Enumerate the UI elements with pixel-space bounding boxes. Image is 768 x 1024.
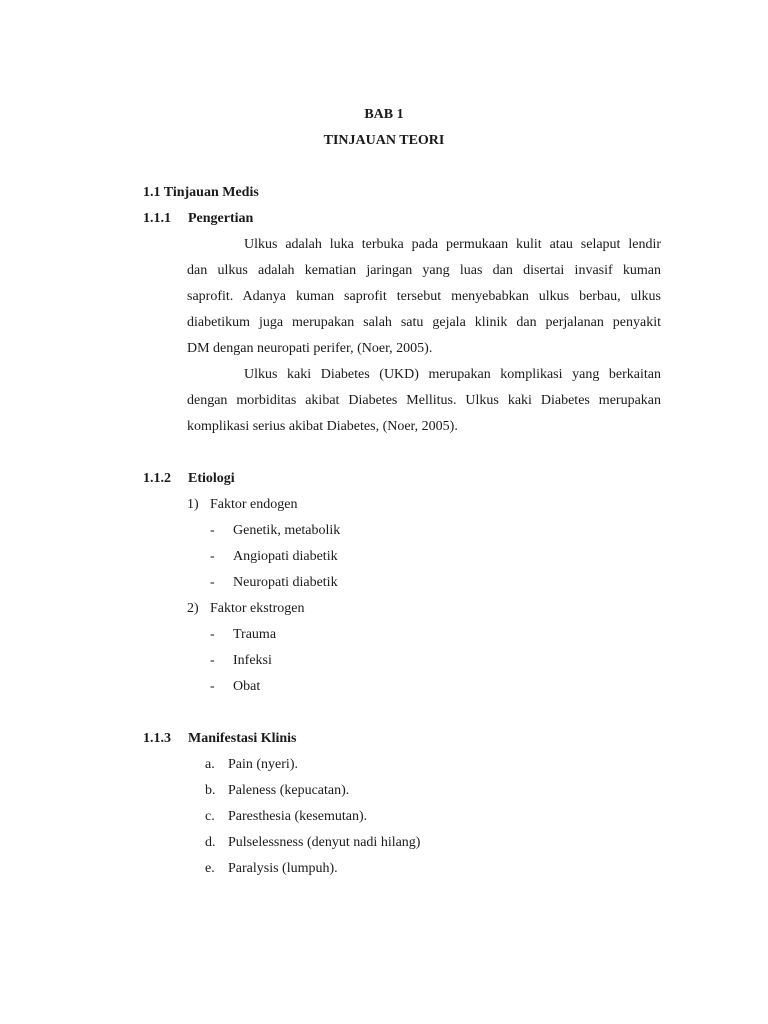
list-item <box>187 601 304 617</box>
list-item-text: Genetik, metabolik <box>233 523 341 538</box>
paragraph-line: dengan morbiditas akibat Diabetes Mellitus. Ulkus kaki Diabetes merupakan <box>187 393 661 408</box>
dash-marker: - <box>210 575 215 590</box>
list-marker: c. <box>205 809 215 824</box>
list-marker: 1) <box>187 497 199 512</box>
list-marker: d. <box>205 835 216 850</box>
dash-marker: - <box>210 523 215 538</box>
list-item <box>210 549 338 565</box>
list-item-label: Faktor endogen <box>210 497 298 512</box>
list-item <box>187 497 297 513</box>
list-marker: a. <box>205 757 215 772</box>
list-item-label: Faktor ekstrogen <box>210 601 305 616</box>
chapter-number: BAB 1 <box>364 107 404 122</box>
list-item-text: Paralysis (lumpuh). <box>228 861 338 876</box>
subsection-title: Manifestasi Klinis <box>188 731 297 746</box>
list-item <box>205 783 349 799</box>
list-item <box>205 835 420 851</box>
paragraph-line: DM dengan neuropati perifer, (Noer, 2005). <box>187 341 433 356</box>
paragraph-pengertian-2 <box>187 362 661 440</box>
list-item-text: Angiopati diabetik <box>233 549 338 564</box>
subsection-number: 1.1.1 <box>143 211 171 226</box>
paragraph-line: saprofit. Adanya kuman saprofit tersebut menyebabkan ulkus berbau, ulkus <box>187 289 661 304</box>
list-item <box>210 627 276 643</box>
list-item-text: Paresthesia (kesemutan). <box>228 809 368 824</box>
list-item-text: Obat <box>233 679 261 694</box>
list-marker: 2) <box>187 601 199 616</box>
list-item <box>210 575 338 591</box>
list-marker: b. <box>205 783 216 798</box>
subsection-title: Pengertian <box>188 211 254 226</box>
list-item <box>205 757 298 773</box>
dash-marker: - <box>210 679 215 694</box>
paragraph-line: komplikasi serius akibat Diabetes, (Noer, 2005). <box>187 419 458 434</box>
dash-marker: - <box>210 549 215 564</box>
paragraph-line: Ulkus kaki Diabetes (UKD) merupakan komplikasi yang berkaitan <box>244 367 661 382</box>
paragraph-line: diabetikum juga merupakan salah satu gejala klinik dan perjalanan penyakit <box>187 315 661 330</box>
list-item-text: Pain (nyeri). <box>228 757 298 772</box>
list-item-text: Paleness (kepucatan). <box>228 783 350 798</box>
subsection-number: 1.1.2 <box>143 471 171 486</box>
subsection-heading-manifestasi <box>143 731 297 747</box>
list-item <box>205 809 367 825</box>
dash-marker: - <box>210 653 215 668</box>
list-item <box>210 653 272 669</box>
section-heading: 1.1 Tinjauan Medis <box>143 185 259 200</box>
subsection-number: 1.1.3 <box>143 731 171 746</box>
list-item-text: Neuropati diabetik <box>233 575 338 590</box>
subsection-heading-pengertian <box>143 211 253 227</box>
list-item <box>210 679 260 695</box>
paragraph-line: Ulkus adalah luka terbuka pada permukaan kulit atau selaput lendir <box>244 237 661 252</box>
paragraph-line: dan ulkus adalah kematian jaringan yang luas dan disertai invasif kuman <box>187 263 661 278</box>
list-item-text: Infeksi <box>233 653 272 668</box>
list-marker: e. <box>205 861 215 876</box>
subsection-heading-etiologi <box>143 471 235 487</box>
list-item-text: Pulselessness (denyut nadi hilang) <box>228 835 421 850</box>
dash-marker: - <box>210 627 215 642</box>
chapter-title: TINJAUAN TEORI <box>323 133 445 148</box>
paragraph-pengertian-1 <box>187 232 661 362</box>
list-item-text: Trauma <box>233 627 277 642</box>
subsection-title: Etiologi <box>188 471 235 486</box>
list-item <box>210 523 340 539</box>
list-item <box>205 861 338 877</box>
